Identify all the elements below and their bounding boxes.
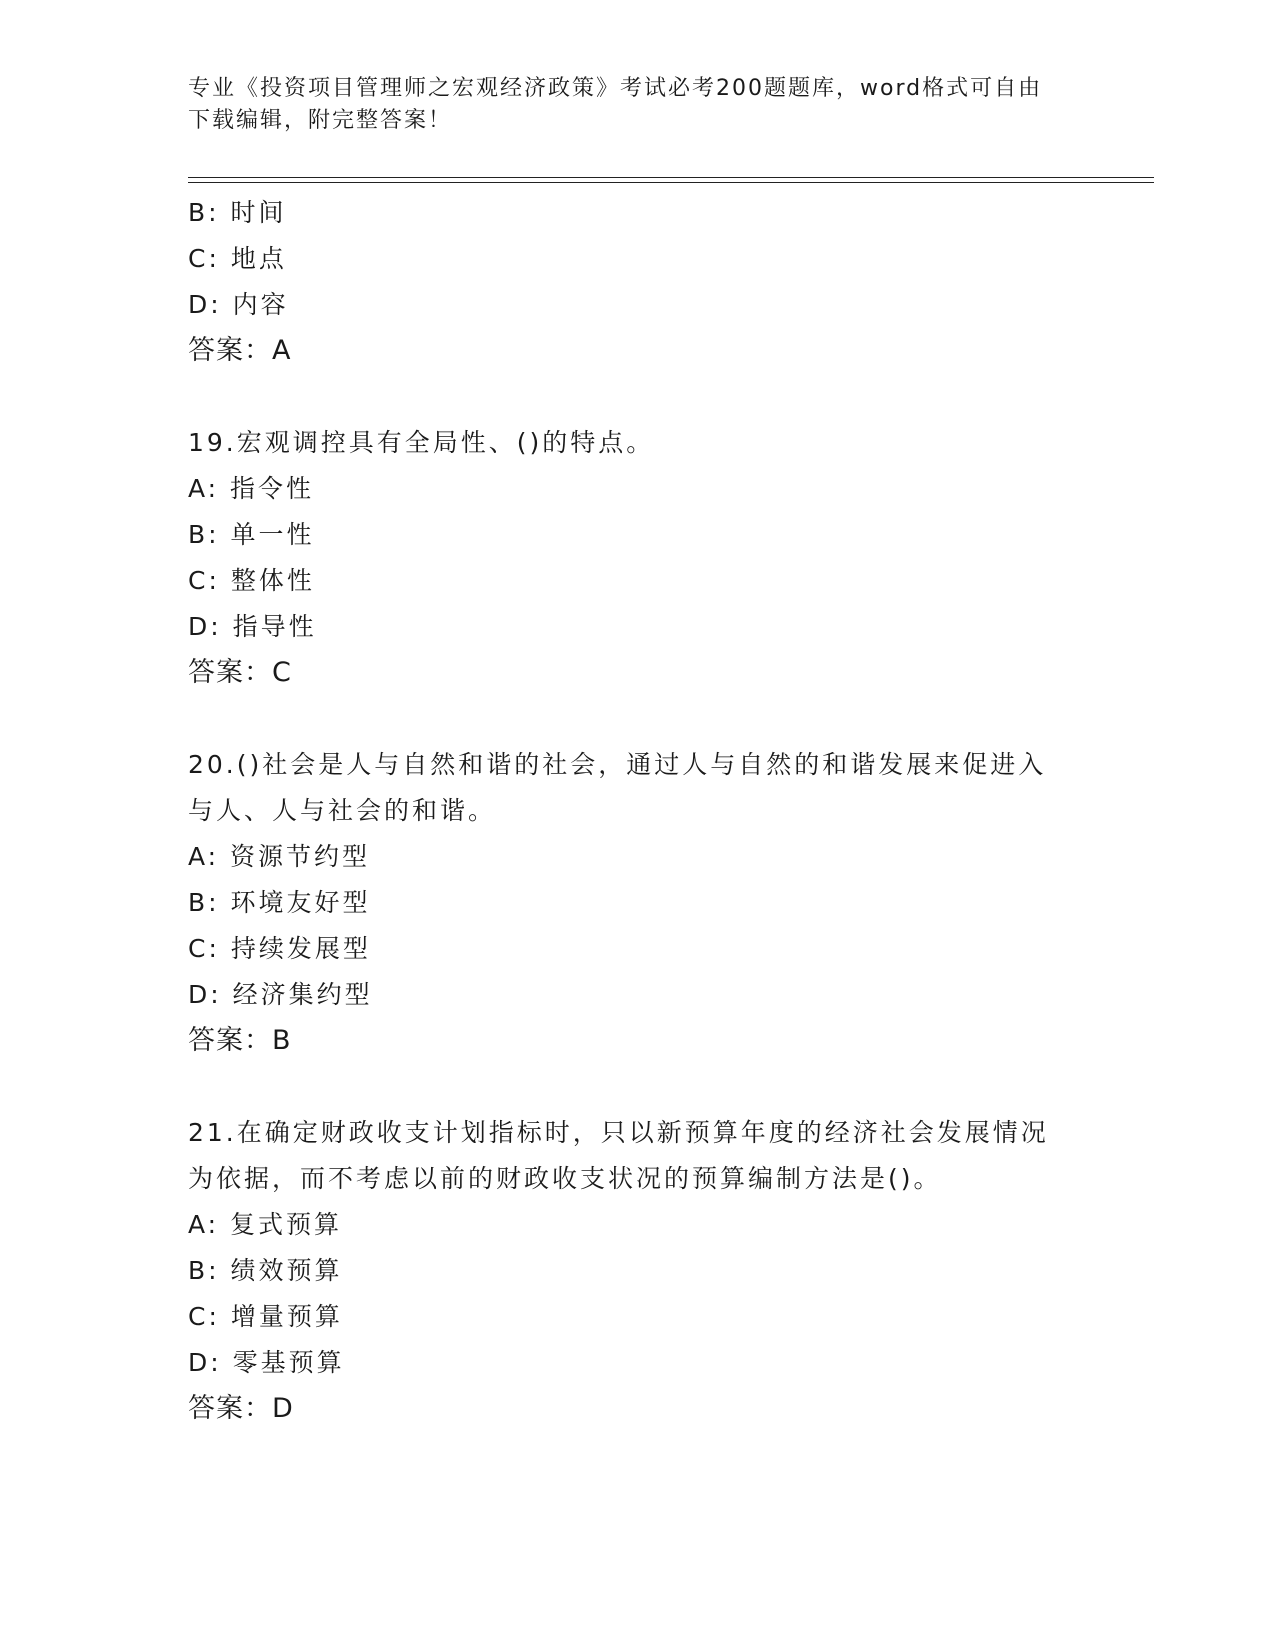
option-a: A: 复式预算 (188, 1210, 343, 1239)
option-b: B: 单一性 (188, 520, 315, 549)
page-header (188, 73, 1088, 137)
option-b: B: 环境友好型 (188, 888, 371, 917)
option-c: C: 持续发展型 (188, 934, 371, 963)
question-text-line-1: 20.()社会是人与自然和谐的社会，通过人与自然的和谐发展来促进入 (188, 750, 1047, 779)
header-title-line-1: 专业《投资项目管理师之宏观经济政策》考试必考200题题库，word格式可自由 (188, 76, 1043, 101)
answer-line: 答案：C (188, 657, 292, 688)
option-d: D: 内容 (188, 290, 289, 319)
question-text-line-1: 21.在确定财政收支计划指标时，只以新预算年度的经济社会发展情况 (188, 1118, 1049, 1147)
option-d: D: 经济集约型 (188, 980, 373, 1009)
header-divider-bottom (188, 182, 1154, 183)
question-text-line-2: 与人、人与社会的和谐。 (188, 796, 497, 825)
question-21 (188, 1110, 1088, 1432)
spacer (188, 696, 1088, 742)
header-title-line-2: 下载编辑，附完整答案！ (188, 108, 453, 133)
option-c: C: 整体性 (188, 566, 315, 595)
answer-line: 答案：A (188, 335, 292, 366)
spacer (188, 1064, 1088, 1110)
option-c: C: 增量预算 (188, 1302, 343, 1331)
spacer (188, 374, 1088, 420)
question-20 (188, 742, 1088, 1064)
answer-line: 答案：D (188, 1393, 294, 1424)
option-c: C: 地点 (188, 244, 287, 273)
option-a: A: 指令性 (188, 474, 315, 503)
option-d: D: 零基预算 (188, 1348, 345, 1377)
question-text-line-2: 为依据，而不考虑以前的财政收支状况的预算编制方法是()。 (188, 1164, 942, 1193)
option-a: A: 资源节约型 (188, 842, 371, 871)
option-b: B: 绩效预算 (188, 1256, 343, 1285)
document-body (188, 190, 1088, 1432)
question-19 (188, 420, 1088, 696)
answer-line: 答案：B (188, 1025, 292, 1056)
option-d: D: 指导性 (188, 612, 317, 641)
option-b: B: 时间 (188, 198, 287, 227)
header-divider-top (188, 177, 1154, 178)
question-partial (188, 190, 1088, 374)
question-text: 19.宏观调控具有全局性、()的特点。 (188, 428, 655, 457)
